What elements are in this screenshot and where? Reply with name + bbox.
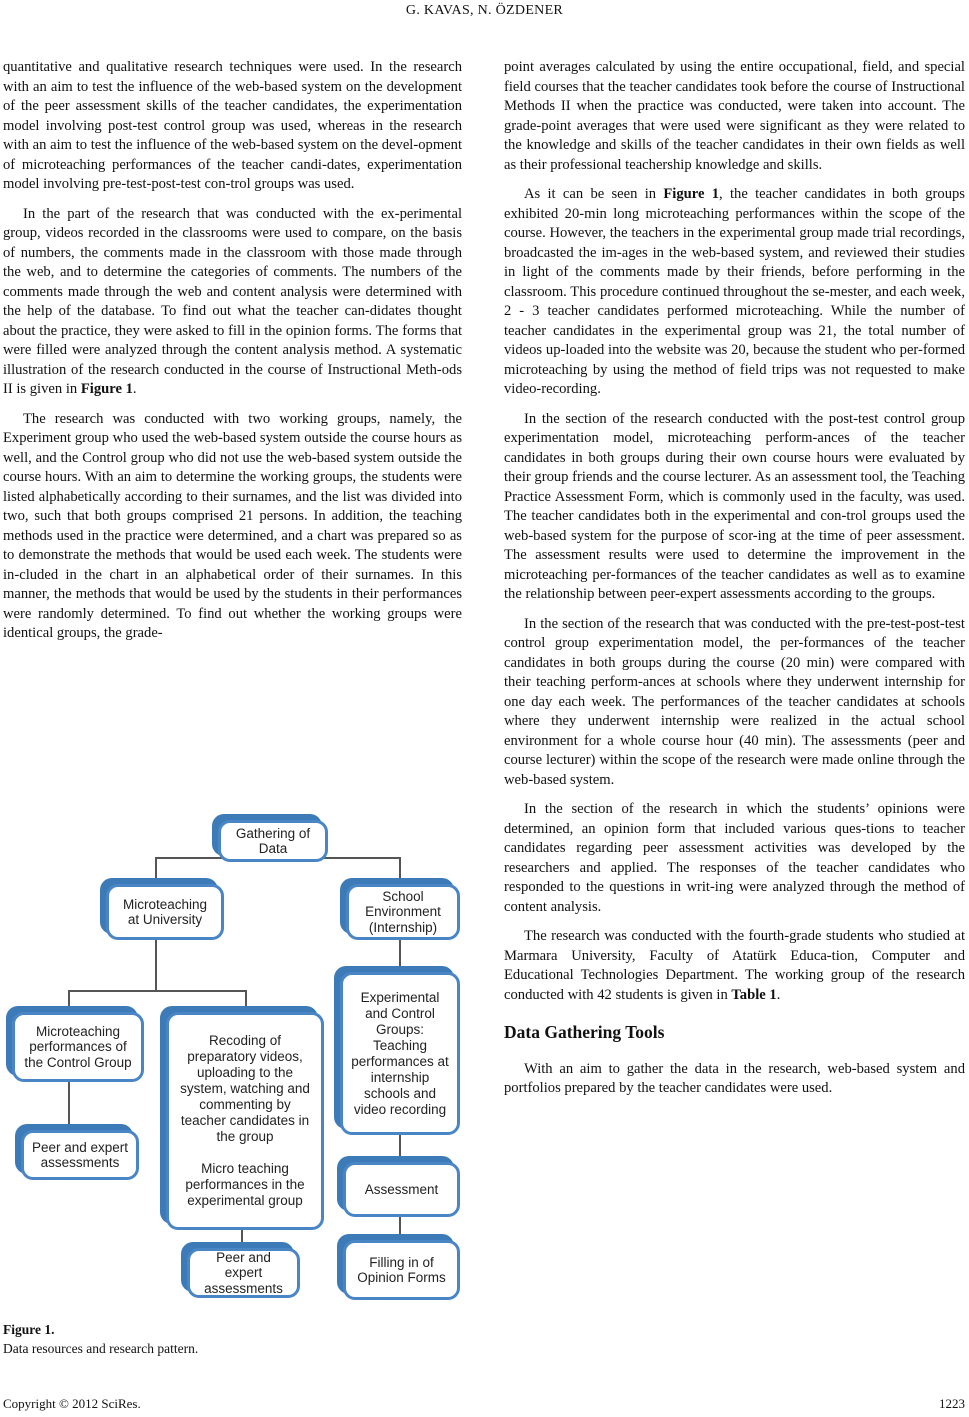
paragraph: In the section of the research that was conducted with the pre-test-post-test control group experimentation model, the per-formances of the teacher candidates in both groups during the course (20 min) were compared with their teaching perform-ances at schools where they underwent internship for one day each week. The performances of the teacher candidates at schools where they underwent internship were realized in the actual school environment for a whole course hour (40 min). The assessments (peer and course lecturer) within the scope of the research were made online through the web-based system. — [504, 615, 965, 788]
figure-reference[interactable]: Figure 1 — [80, 381, 133, 397]
page-number: 1223 — [939, 1396, 965, 1411]
box-experimental-control-groups: Experimental and Control Groups: Teaching performances at internship schools and video recording — [340, 972, 460, 1135]
connector-line — [399, 940, 401, 970]
paragraph: In the section of the research conducted with the post-test control group experimentation model, microteaching perform-ances of the teacher candidates in both groups during their own course hours were evaluated by their group friends and the course lecturer. As an assessment tool, the Teaching Practice Assessment Form, which is commonly used in the faculty, was used. The teacher candidates both in the experimental and con-trol groups used the web-based system for the purpose of scor-ing at the time of peer assessment. The assessment results were used to determine the improvement in the microteaching per-formances of the teacher candidates as well as to examine the relationship between peer-expert assessments according to the groups. — [504, 410, 965, 602]
connector-line — [399, 1217, 401, 1237]
connector-line — [245, 990, 247, 1010]
box-peer-expert-assessments-2: Peer and expert assessments — [187, 1248, 300, 1298]
table-reference[interactable]: Table 1 — [731, 986, 777, 1003]
connector-line — [399, 1135, 401, 1159]
connector-line — [155, 857, 157, 881]
section-heading: Data Gathering Tools — [504, 1022, 665, 1042]
paragraph: quantitative and qualitative research techniques were used. In the research with an aim to test the influence of the web-based system on the development of the peer assessment skills of the teacher candidates, the experimentation model involving post-test control group was used, whereas in the research with an aim to test the influence of the web-based system on the devel-opment of microteaching performances of the teacher candi-dates, experimentation model involving pre-test-post-test con-trol groups was used. — [3, 59, 462, 192]
paragraph: point averages calculated by using the entire occupational, field, and special field courses that the teacher candidates took before the course of Instructional Methods II when the practice was conducted, were taken into account. The grade-point averages that were used were significant as they were related to the knowledge and skills of the teacher candidates in their own fields as well as their professional teachership knowledge and skills. — [504, 59, 965, 173]
figure-caption — [3, 1320, 463, 1358]
connector-line — [68, 1082, 70, 1128]
paragraph: The research was conducted with the fourth-grade students who studied at Marmara University, Faculty of Atatürk Educa-tion, Computer and Educational Technologies Department. The working group of the research conducted with 42 students is given in Table 1. — [504, 928, 965, 1003]
box-assessment: Assessment — [343, 1162, 460, 1217]
box-filling-opinion-forms: Filling in of Opinion Forms — [343, 1240, 460, 1300]
figure-reference[interactable]: Figure 1 — [663, 186, 720, 202]
connector-line — [241, 1230, 243, 1246]
box-school-environment: School Environment (Internship) — [346, 884, 460, 940]
paragraph: In the part of the research that was conducted with the ex-perimental group, videos recorded in the classrooms were used to compare, on the basis of numbers, the comments made in the classroom with those made through the web, and to determine the categories of comments. The numbers of the comments made through the web and content analysis were determined with the help of the database. To find out what the teacher can-didates thought about the practice, they were asked to fill in the opinion forms. The forms that were filled were analyzed through the content analysis method. A systematic illustration of the research conducted in the course of Instructional Meth-ods II is given in Figure 1. — [3, 205, 462, 397]
footer-copyright: Copyright © 2012 SciRes. — [3, 1396, 141, 1411]
left-column — [3, 58, 462, 654]
box-recoding-preparatory-videos: Recoding of preparatory videos, uploading to the system, watching and commenting by teacher candidates in the group Micro teaching performances in the experimental group — [166, 1012, 324, 1230]
connector-line — [68, 990, 70, 1010]
right-column — [504, 58, 965, 1109]
connector-line — [399, 857, 401, 881]
box-gathering-of-data: Gathering of Data — [218, 820, 328, 862]
connector-line — [68, 990, 247, 992]
paragraph: With an aim to gather the data in the research, web-based system and portfolios prepared by the teacher candidates were used. — [504, 1060, 965, 1096]
box-peer-expert-assessments-1: Peer and expert assessments — [21, 1130, 139, 1180]
caption-text: Data resources and research pattern. — [3, 1341, 199, 1356]
connector-line — [155, 940, 157, 992]
caption-title: Figure 1. — [3, 1322, 55, 1337]
paragraph: The research was conducted with two working groups, namely, the Experiment group who used the web-based system outside the course hours as well, and the Control group who did not use the web-based system outside the course hours. With an aim to determine the working groups, the students were listed alphabetically according to their surnames, and the list was divided into two, such that both groups comprised 21 persons. In addition, the teaching methods used in the practice were determined, and a chart was prepared so as to demonstrate the methods that would be used each week. The students were in-cluded in the chart in an alphabetical order of their surnames. In this manner, the methods that would be used by the students in their performances were randomly determined. To find out whether the working groups were identical groups, the grade- — [3, 410, 462, 641]
running-head: G. KAVAS, N. ÖZDENER — [405, 3, 564, 18]
box-microteaching-at-university: Microteaching at University — [106, 884, 224, 940]
paragraph: As it can be seen in Figure 1, the teacher candidates in both groups exhibited 20-min long microteaching performances within the scope of the course. However, the teachers in the experimental group made trial recordings, broadcasted the im-ages in the web-based system, and reviewed their studies in light of the comments made by their friends, before performing in the classroom. This procedure continued throughout the se-mester, and each week, 2 - 3 teacher candidates performed microteaching. While the number of teacher candidates in the experimental group was 21, the total number of videos up-loaded into the website was 20, because the student who per-formed microteaching by using the method of field trips was not requested to make video-recording. — [504, 186, 965, 397]
figure-1-flowchart — [3, 812, 463, 1312]
box-control-group-performances: Microteaching performances of the Control Group — [12, 1012, 144, 1082]
paragraph: In the section of the research in which the students’ opinions were determined, an opinion form that included various ques-tions to teacher candidates regarding peer assessment activities was developed by the researchers and applied. The responses of the teacher candidates who responded to the questions in writ-ing were analyzed through the method of content analysis. — [504, 801, 965, 915]
